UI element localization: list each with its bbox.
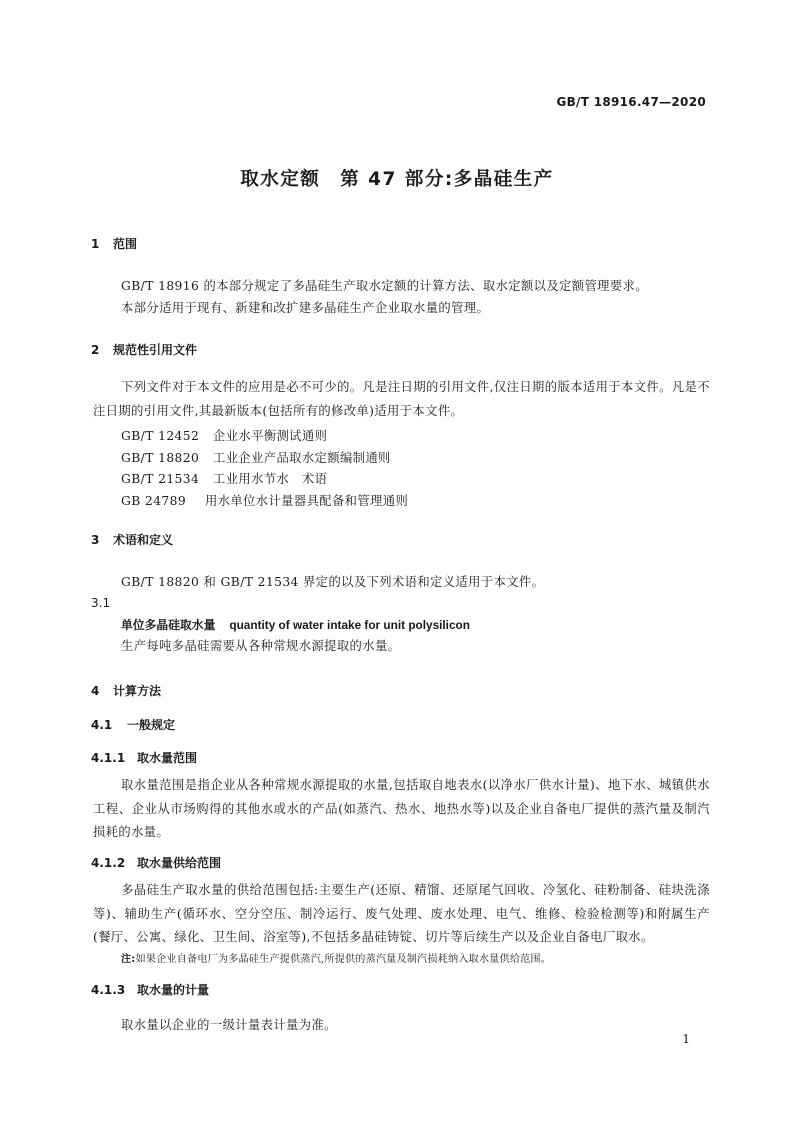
reference-item (121, 491, 408, 509)
note (121, 950, 551, 965)
section-2-heading (91, 341, 197, 358)
term-english: quantity of water intake for unit polysilicon (229, 618, 470, 632)
document-title: 取水定额 第 47 部分:多晶硅生产 (240, 169, 554, 190)
section-title: 规范性引用文件 (113, 343, 198, 357)
reference-item (121, 469, 327, 487)
section-4-1-1-heading (91, 749, 197, 766)
term-definition: 生产每吨多晶硅需要从各种常规水源提取的水量。 (121, 639, 401, 653)
section-3-heading (91, 531, 173, 548)
reference-title: 工业企业产品取水定额编制通则 (213, 451, 391, 465)
reference-item (121, 448, 391, 466)
page-number: 1 (682, 1032, 690, 1046)
term-number: 3.1 (91, 596, 111, 610)
section-number: 2 (91, 343, 100, 357)
section-1-heading (91, 235, 137, 252)
section-number: 1 (91, 237, 100, 251)
section-number: 4.1.2 (91, 856, 126, 870)
section-number: 4 (91, 684, 100, 698)
reference-code: GB/T 21534 (121, 472, 200, 486)
scope-paragraph-2: 本部分适用于现有、新建和改扩建多晶硅生产企业取水量的管理。 (121, 301, 490, 315)
reference-title: 工业用水节水 术语 (213, 472, 328, 486)
reference-code: GB/T 12452 (121, 429, 200, 443)
section-4-1-3-heading (91, 981, 209, 998)
section-title: 范围 (113, 237, 138, 251)
section-4-1-2-heading (91, 854, 221, 871)
metering-paragraph: 取水量以企业的一级计量表计量为准。 (121, 1018, 337, 1032)
section-4-1-heading (91, 716, 175, 733)
reference-code: GB 24789 (121, 494, 187, 508)
normative-refs-intro: 下列文件对于本文件的应用是必不可少的。凡是注日期的引用文件,仅注日期的版本适用于本文件。凡是不注日期的引用文件,其最新版本(包括所有的修改单)适用于本文件。 (93, 380, 710, 418)
reference-title: 用水单位水计量器具配备和管理通则 (205, 494, 409, 508)
scope-paragraph-1: GB/T 18916 的本部分规定了多晶硅生产取水定额的计算方法、取水定额以及定额管理要求。 (121, 279, 648, 293)
section-title: 一般规定 (127, 718, 176, 732)
section-title: 取水量范围 (137, 751, 198, 765)
note-label: 注: (121, 954, 136, 965)
intake-scope-paragraph: 取水量范围是指企业从各种常规水源提取的水量,包括取自地表水(以净水厂供水计量)、地下水、城镇供水工程、企业从市场购得的其他水或水的产品(如蒸汽、热水、地热水等)以及企业自备电厂提供的蒸汽量及制汽损耗的水量。 (93, 778, 710, 839)
supply-scope-paragraph: 多晶硅生产取水量的供给范围包括:主要生产(还原、精馏、还原尾气回收、冷氢化、硅粉制备、硅块洗涤等)、辅助生产(循环水、空分空压、制冷运行、废气处理、废水处理、电气、维修、检验检测等)和附属生产(餐厅、公寓、绿化、卫生间、浴室等),不包括多晶硅铸锭、切片等后续生产以及企业自备电厂取水。 (93, 883, 710, 944)
section-title: 术语和定义 (113, 533, 174, 547)
term-entry (121, 616, 470, 633)
section-4-heading (91, 682, 161, 699)
section-title: 取水量的计量 (137, 983, 210, 997)
reference-item (121, 426, 327, 444)
section-number: 4.1.1 (91, 751, 126, 765)
term-chinese: 单位多晶硅取水量 (121, 618, 216, 632)
section-number: 3 (91, 533, 100, 547)
terms-intro: GB/T 18820 和 GB/T 21534 界定的以及下列术语和定义适用于本文件。 (121, 575, 545, 589)
section-title: 计算方法 (113, 684, 162, 698)
reference-title: 企业水平衡测试通则 (213, 429, 328, 443)
note-text: 如果企业自备电厂为多晶硅生产提供蒸汽,所提供的蒸汽量及制汽损耗纳入取水量供给范围。 (135, 954, 552, 965)
reference-code: GB/T 18820 (121, 451, 200, 465)
standard-code: GB/T 18916.47—2020 (556, 95, 706, 109)
section-number: 4.1.3 (91, 983, 126, 997)
section-title: 取水量供给范围 (137, 856, 222, 870)
section-number: 4.1 (91, 718, 113, 732)
